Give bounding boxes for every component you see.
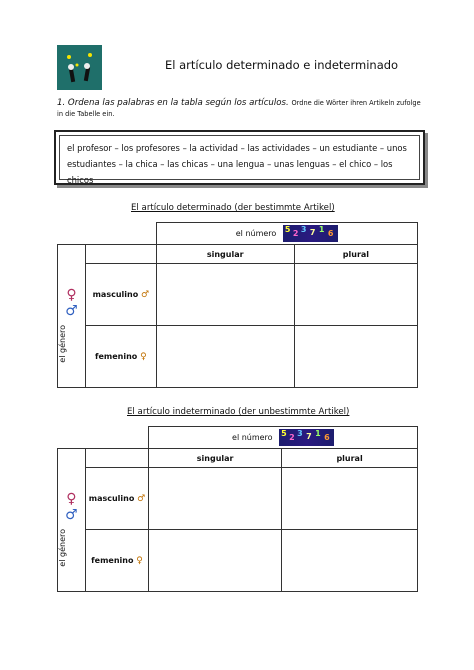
table1-empty-corner-2 — [86, 223, 157, 245]
female-symbol-icon: ♀ — [140, 351, 147, 362]
paint-brush-logo-icon — [57, 45, 102, 90]
table1-plural-header: plural — [294, 245, 417, 264]
page-title: El artículo determinado e indeterminado — [165, 58, 399, 72]
table1-masc-plural-cell[interactable] — [294, 264, 417, 326]
table1-masc-singular-cell[interactable] — [156, 264, 294, 326]
table2-genero-label: el género — [58, 529, 67, 568]
table2-empty-cell — [85, 449, 148, 468]
table2-singular-header: singular — [149, 449, 282, 468]
table2-genero-cell — [58, 468, 86, 592]
numbers-image-icon-2: 5 2 3 7 1 6 — [279, 429, 334, 446]
instruction-de: Ordne die Wörter ihren Artikeln zufolge in die Tabelle ein. — [57, 99, 421, 118]
male-symbol-icon: ♂ — [140, 289, 150, 300]
word-box — [54, 130, 425, 185]
word-list-line-1: el profesor – los profesores – la actividad – las actividades – un estudiante – unos — [67, 143, 407, 153]
table2 — [57, 426, 418, 592]
table2-fem-singular-cell[interactable] — [149, 530, 282, 592]
table1-masculino-label — [86, 264, 157, 326]
table1-genero-label: el género — [58, 325, 67, 364]
table1-singular-header: singular — [156, 245, 294, 264]
numbers-image-icon: 5 2 3 7 1 6 — [283, 225, 338, 242]
table1-numero-header — [156, 223, 417, 245]
table2-masculino-text: masculino — [88, 493, 135, 503]
table2-masc-singular-cell[interactable] — [149, 468, 282, 530]
table1 — [57, 222, 418, 388]
table2-numero-label: el número — [232, 433, 273, 442]
table2-gender-col-top — [58, 449, 86, 468]
table1-empty-corner — [58, 223, 86, 245]
table2-numero-header — [149, 427, 418, 449]
table2-fem-plural-cell[interactable] — [282, 530, 418, 592]
table1-title: El artículo determinado (der bestimmte Artikel) — [131, 203, 335, 213]
table2-empty-corner-2 — [85, 427, 148, 449]
table1-femenino-text: femenino — [94, 351, 138, 361]
table1-fem-plural-cell[interactable] — [294, 326, 417, 388]
table2-masculino-label — [85, 468, 148, 530]
word-box-inner — [59, 135, 420, 185]
table2-plural-header: plural — [282, 449, 418, 468]
table1-gender-col-top — [58, 245, 86, 264]
table2-empty-corner — [58, 427, 86, 449]
table1-femenino-label — [86, 326, 157, 388]
table1-empty-cell — [86, 245, 157, 264]
table2-femenino-label — [85, 530, 148, 592]
table2-femenino-text: femenino — [91, 555, 134, 565]
gender-symbols-icon-2: ♀ ♂ — [65, 491, 78, 524]
table2-title: El artículo indeterminado (der unbestimmte Artikel) — [127, 407, 350, 417]
female-symbol-icon-2: ♀ — [136, 555, 143, 566]
word-list-line-2: estudiantes – la chica – las chicas – una lengua – unas lenguas – el chico – los chicos — [67, 159, 393, 185]
table1-genero-cell — [58, 264, 86, 388]
instruction-es: 1. Ordena las palabras en la tabla según los artículos. — [57, 98, 289, 108]
gender-symbols-icon: ♀ ♂ — [65, 287, 78, 320]
table1-masculino-text: masculino — [92, 289, 139, 299]
table1-numero-label: el número — [235, 229, 277, 238]
table2-masc-plural-cell[interactable] — [282, 468, 418, 530]
instruction — [57, 98, 427, 120]
male-symbol-icon-2: ♂ — [137, 493, 146, 504]
table1-fem-singular-cell[interactable] — [156, 326, 294, 388]
